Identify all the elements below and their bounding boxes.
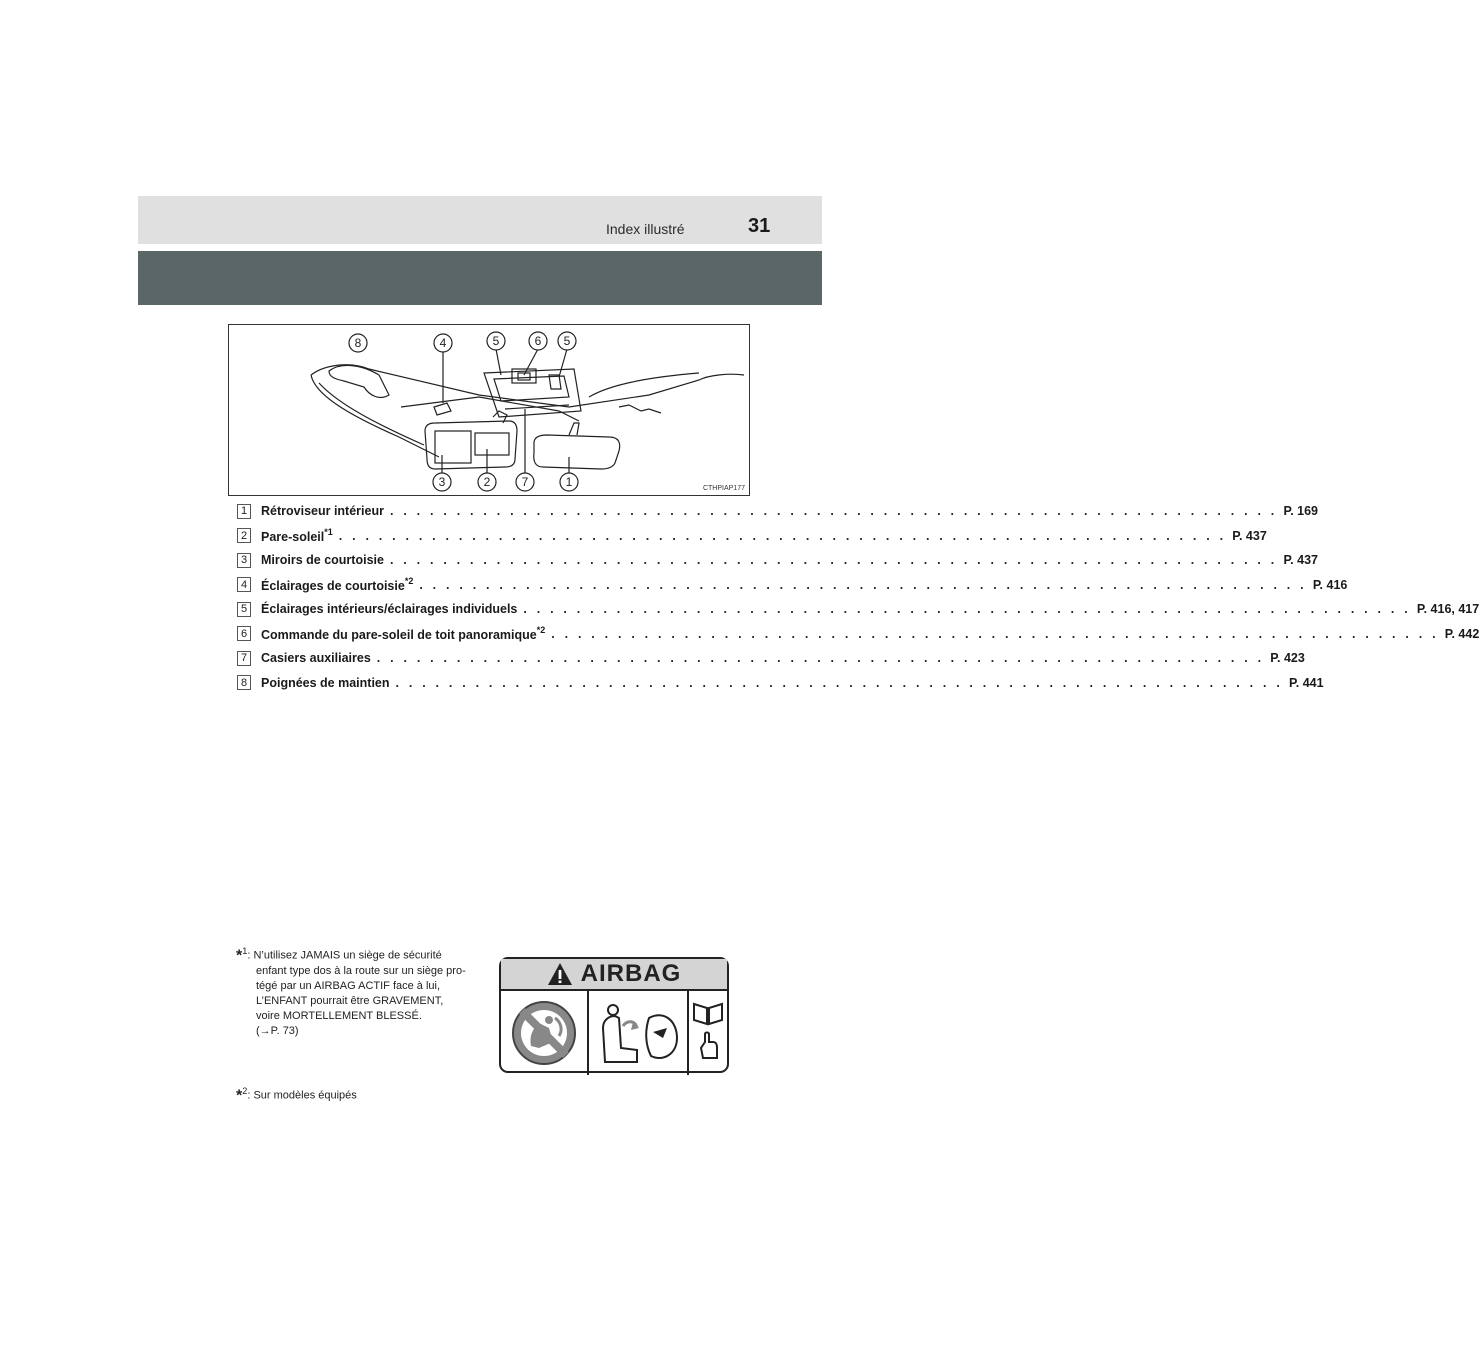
footnote-line: N’utilisez JAMAIS un siège de sécurité (253, 949, 442, 962)
index-number: 2 (237, 528, 251, 543)
callout-2 (478, 473, 496, 491)
footnote-line: voire MORTELLEMENT BLESSÉ. (256, 1009, 422, 1022)
index-row[interactable] (237, 646, 1305, 671)
index-label: Rétroviseur intérieur (261, 504, 384, 519)
leader-dots: . . . . . . . . . . . . . . . . . . . . . . . . . . . . . . . . . . . . . . . . . . . . . . . . . . . . . . . . . . . . . . . . . . . (395, 675, 1284, 690)
footnote-line: enfant type dos à la route sur un siège pro- (256, 964, 466, 977)
airbag-deploy-seat-icon (593, 998, 683, 1068)
airbag-title: AIRBAG (580, 960, 682, 987)
no-rear-facing-child-seat-icon (509, 998, 579, 1068)
header-bar (138, 196, 822, 244)
index-number: 8 (237, 675, 251, 690)
index-page-ref[interactable]: P. 416, 417 (1416, 602, 1479, 617)
airbag-cell-manual (689, 991, 727, 1075)
figure-code: CTHPIAP177 (702, 485, 745, 492)
callout-6 (529, 332, 547, 350)
read-manual-icon (691, 998, 725, 1068)
svg-text:4: 4 (439, 336, 447, 350)
callout-3 (433, 473, 451, 491)
callout-5a (487, 332, 505, 350)
index-page-ref[interactable]: P. 423 (1270, 651, 1305, 666)
svg-text:3: 3 (438, 475, 446, 489)
svg-text:1: 1 (565, 475, 573, 489)
callout-4 (434, 334, 452, 352)
index-page-ref[interactable]: P. 416 (1312, 577, 1348, 592)
header-title: Index illustré (606, 221, 685, 237)
svg-text:5: 5 (563, 334, 571, 348)
index-row[interactable] (237, 524, 1267, 549)
index-label: Éclairages de courtoisie$^{*2}$ (261, 576, 414, 594)
index-label: Commande du pare-soleil de toit panoramique$^{*2}$ (261, 625, 546, 643)
warning-triangle-icon (547, 962, 573, 986)
index-label: Miroirs de courtoisie (261, 553, 384, 568)
footnote-page-link[interactable]: (→P. 73) (256, 1024, 299, 1037)
callout-8 (349, 334, 367, 352)
index-number: 5 (237, 602, 251, 617)
index-number: 7 (237, 651, 251, 666)
index-row[interactable] (237, 671, 1324, 696)
footnote-1: *$^1$: N’utilisez JAMAIS un siège de sécurité enfant type dos à la route sur un siège pro- tégé par un AIRBAG ACTIF face à lui, L’ENFANT pourrait être GRAVEMENT, voire MORTELLEMENT BLESSÉ. (→P. 73) (236, 944, 496, 1039)
leader-dots: . . . . . . . . . . . . . . . . . . . . . . . . . . . . . . . . . . . . . . . . . . . . . . . . . . . . . . . . . . . . . . . . . . . (551, 626, 1439, 641)
index-number: 6 (237, 626, 251, 641)
leader-dots: . . . . . . . . . . . . . . . . . . . . . . . . . . . . . . . . . . . . . . . . . . . . . . . . . . . . . . . . . . . . . . . . . . . (419, 577, 1307, 592)
leader-dots: . . . . . . . . . . . . . . . . . . . . . . . . . . . . . . . . . . . . . . . . . . . . . . . . . . . . . . . . . . . . . . . . . . . (338, 528, 1227, 543)
footnote-ref: *2 (536, 625, 546, 636)
footnote-index: 2 (242, 1086, 248, 1096)
leader-dots: . . . . . . . . . . . . . . . . . . . . . . . . . . . . . . . . . . . . . . . . . . . . . . . . . . . . . . . . . . . . . . . . . . . (523, 602, 1411, 617)
svg-text:2: 2 (483, 475, 491, 489)
index-number: 3 (237, 553, 251, 568)
leader-dots: . . . . . . . . . . . . . . . . . . . . . . . . . . . . . . . . . . . . . . . . . . . . . . . . . . . . . . . . . . . . . . . . . . . (389, 553, 1278, 568)
airbag-cell-prohibition (501, 991, 589, 1075)
leader-dots: . . . . . . . . . . . . . . . . . . . . . . . . . . . . . . . . . . . . . . . . . . . . . . . . . . . . . . . . . . . . . . . . . . . (376, 651, 1265, 666)
index-label: Poignées de maintien (261, 675, 390, 690)
callout-5b (558, 332, 576, 350)
page-number: 31 (748, 215, 771, 237)
footnote-ref: *2 (404, 576, 414, 587)
headliner-illustration (228, 324, 750, 496)
index-label: Casiers auxiliaires (261, 651, 371, 666)
headliner-drawing (229, 325, 749, 495)
index-list (237, 499, 1479, 695)
footnote-mark: * (236, 1087, 243, 1105)
index-page-ref[interactable]: P. 437 (1283, 553, 1318, 568)
index-page-ref[interactable]: P. 442 (1444, 626, 1479, 641)
index-number: 4 (237, 577, 251, 592)
leader-dots: . . . . . . . . . . . . . . . . . . . . . . . . . . . . . . . . . . . . . . . . . . . . . . . . . . . . . . . . . . . . . . . . . . . (389, 504, 1278, 519)
airbag-label-body (501, 991, 727, 1075)
svg-text:6: 6 (534, 334, 542, 348)
index-label: Éclairages intérieurs/éclairages individuels (261, 602, 518, 617)
index-page-ref[interactable]: P. 441 (1289, 675, 1324, 690)
index-label: Pare-soleil$^{*1}$ (261, 527, 333, 545)
index-row[interactable] (237, 548, 1318, 573)
footnote-mark: * (236, 947, 243, 965)
callout-1 (560, 473, 578, 491)
svg-text:8: 8 (354, 336, 362, 350)
index-row[interactable] (237, 622, 1479, 647)
index-number: 1 (237, 504, 251, 519)
index-page-ref[interactable]: P. 169 (1283, 504, 1318, 519)
footnote-line: L’ENFANT pourrait être GRAVEMENT, (256, 994, 444, 1007)
index-row[interactable] (237, 499, 1318, 524)
index-row[interactable] (237, 597, 1479, 622)
callout-7 (516, 473, 534, 491)
airbag-warning-label (499, 957, 729, 1073)
footnote-line: tégé par un AIRBAG ACTIF face à lui, (256, 979, 441, 992)
airbag-label-header (501, 959, 727, 991)
index-page-ref[interactable]: P. 437 (1232, 528, 1267, 543)
footnote-text: Sur modèles équipés (253, 1089, 357, 1102)
footnote-2: *$^2$: Sur modèles équipés (236, 1086, 357, 1105)
footnote-ref: *1 (324, 527, 333, 538)
airbag-cell-seat-diagram (589, 991, 689, 1075)
svg-text:5: 5 (492, 334, 500, 348)
index-row[interactable] (237, 573, 1348, 598)
svg-text:7: 7 (521, 475, 529, 489)
section-band (138, 251, 822, 305)
footnote-index: 1 (242, 946, 248, 956)
